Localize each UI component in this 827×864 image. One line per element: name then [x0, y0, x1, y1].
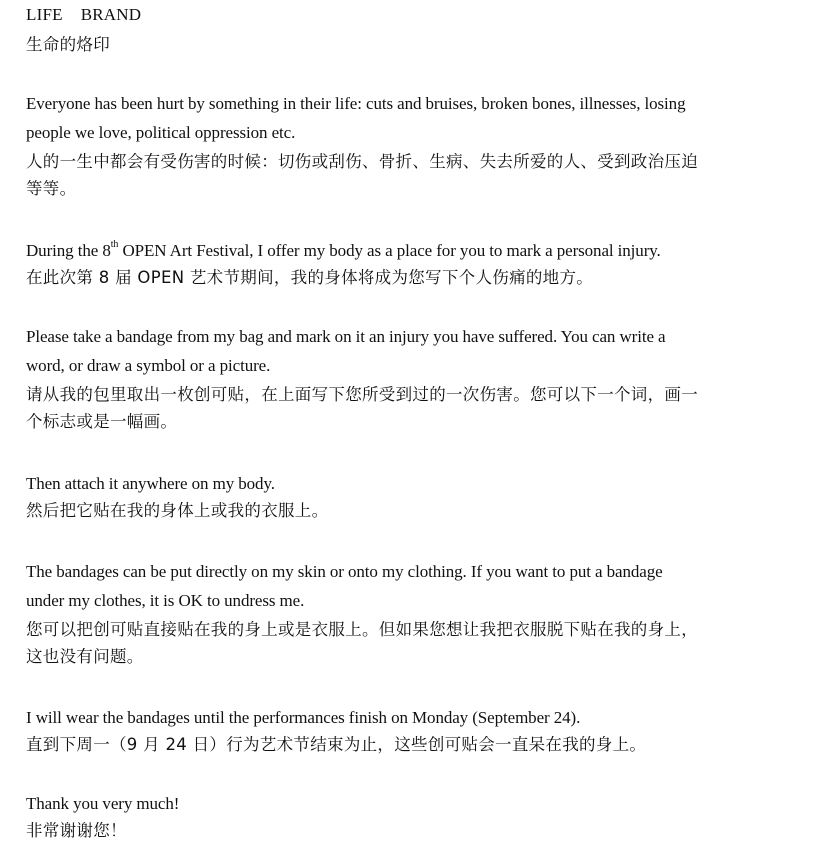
p3-chinese-line-1: 请从我的包里取出一枚创可贴，在上面写下您所受到过的一次伤害。您可以下一个词，画一 — [26, 385, 698, 404]
p4-english-line-1: Then attach it anywhere on my body. — [26, 474, 275, 493]
p1-chinese-line-1: 人的一生中都会有受伤害的时候：切伤或刮伤、骨折、生病、失去所爱的人、受到政治压迫 — [26, 152, 698, 171]
title-word-life: LIFE — [26, 5, 63, 24]
p3-english-line-1: Please take a bandage from my bag and mark on it an injury you have suffered. You can write a — [26, 327, 666, 346]
p7-chinese-line-1: 非常谢谢您！ — [26, 821, 127, 840]
title-word-brand: BRAND — [80, 5, 142, 24]
p5-chinese-line-1: 您可以把创可贴直接贴在我的身上或是衣服上。但如果您想让我把衣服脱下贴在我的身上， — [26, 620, 698, 639]
p1-chinese-line-2: 等等。 — [26, 179, 77, 198]
ordinal-suffix: th — [110, 239, 119, 251]
title-english — [26, 4, 141, 26]
p1-english-line-1: Everyone has been hurt by something in their life: cuts and bruises, broken bones, illnesses, losing — [26, 94, 686, 113]
p3-chinese-line-2: 个标志或是一幅画。 — [26, 412, 178, 431]
p6-chinese-line-1: 直到下周一（9 月 24 日）行为艺术节结束为止，这些创可贴会一直呆在我的身上。 — [26, 735, 647, 754]
title-chinese: 生命的烙印 — [26, 35, 110, 54]
p6-english-line-1: I will wear the bandages until the performances finish on Monday (September 24). — [26, 708, 581, 727]
p5-english-line-2: under my clothes, it is OK to undress me. — [26, 591, 305, 610]
p2-english-line-1 — [26, 240, 661, 262]
p5-english-line-1: The bandages can be put directly on my skin or onto my clothing. If you want to put a bandage — [26, 562, 663, 581]
p2-english-pre: During the 8 — [26, 241, 111, 260]
p2-chinese-line-1: 在此次第 8 届 OPEN 艺术节期间，我的身体将成为您写下个人伤痛的地方。 — [26, 268, 594, 287]
p3-english-line-2: word, or draw a symbol or a picture. — [26, 356, 271, 375]
p4-chinese-line-1: 然后把它贴在我的身体上或我的衣服上。 — [26, 501, 329, 520]
p1-english-line-2: people we love, political oppression etc. — [26, 123, 296, 142]
p2-english-post: OPEN Art Festival, I offer my body as a place for you to mark a personal injury. — [118, 241, 661, 260]
p5-chinese-line-2: 这也没有问题。 — [26, 647, 144, 666]
p7-english-line-1: Thank you very much! — [26, 794, 180, 813]
